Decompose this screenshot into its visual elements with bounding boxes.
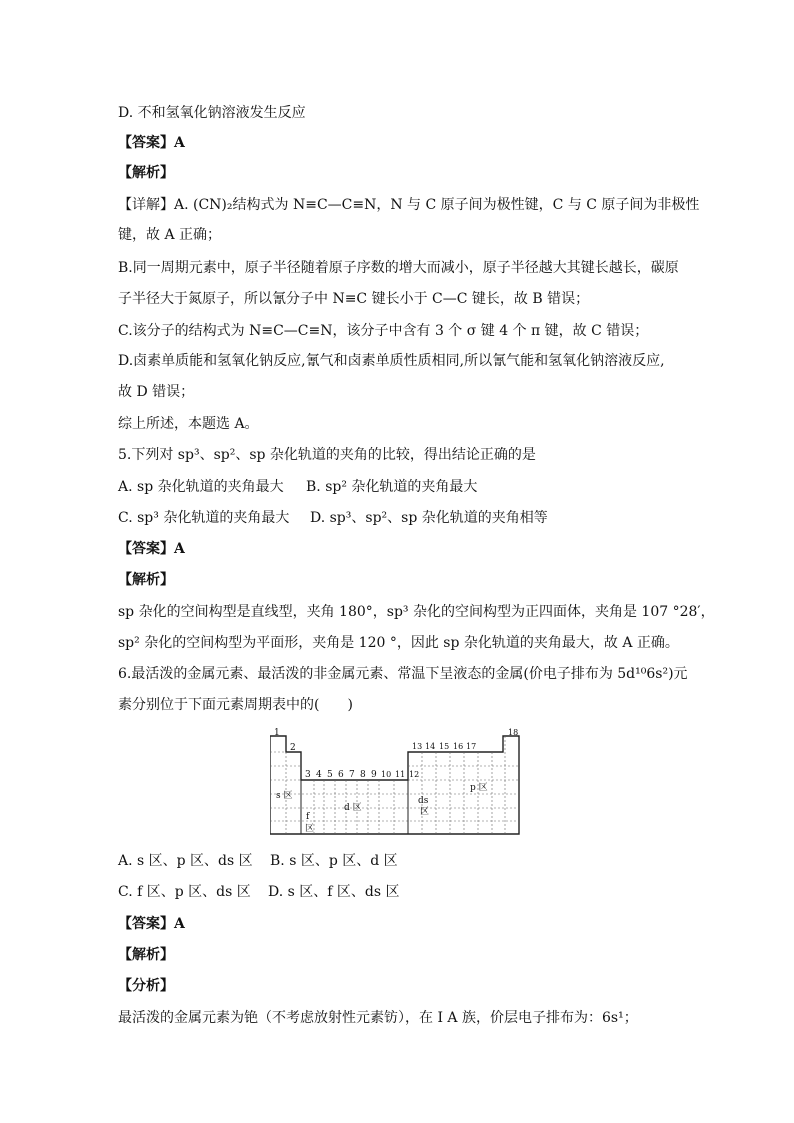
f-block-label-2: 区 bbox=[305, 824, 315, 834]
q5-analysis-heading: 【解析】 bbox=[118, 572, 174, 588]
s-block-label: s 区 bbox=[276, 791, 293, 801]
group-number: 16 bbox=[453, 742, 464, 751]
q6-option-c: C. f 区、p 区、ds 区 bbox=[118, 884, 251, 900]
group-number: 12 bbox=[409, 770, 420, 779]
q6-subanalysis-heading: 【分析】 bbox=[118, 978, 174, 994]
detail-line-5: C.该分子的结构式为 N≡C—C≡N，该分子中含有 3 个 σ 键 4 个 π 键，故 C 错误； bbox=[118, 323, 649, 339]
f-block-label: f bbox=[306, 812, 310, 822]
p-block-label: p 区 bbox=[470, 783, 488, 793]
group-number: 14 bbox=[425, 742, 436, 751]
detail-line-1: 【详解】A. (CN)₂结构式为 N≡C—C≡N，N 与 C 原子间为极性键，C 与 C 原子间为非极性 bbox=[118, 197, 700, 213]
ds-block-label-2: 区 bbox=[420, 807, 430, 817]
q5-option-b: B. sp² 杂化轨道的夹角最大 bbox=[306, 479, 478, 495]
answer-heading: 【答案】A bbox=[118, 135, 185, 151]
question-6-stem-1: 6.最活泼的金属元素、最活泼的非金属元素、常温下呈液态的金属(价电子排布为 5d¹⁰6s²)元 bbox=[118, 666, 688, 682]
analysis-heading: 【解析】 bbox=[118, 165, 174, 181]
summary-line: 综上所述，本题选 A。 bbox=[118, 416, 259, 432]
q6-option-b: B. s 区、p 区、d 区 bbox=[270, 853, 398, 869]
question-5-stem: 5.下列对 sp³、sp²、sp 杂化轨道的夹角的比较，得出结论正确的是 bbox=[118, 447, 536, 463]
q6-option-d: D. s 区、f 区、ds 区 bbox=[268, 884, 400, 900]
group-number: 13 bbox=[412, 742, 423, 751]
q5-analysis-line-2: sp² 杂化的空间构型为平面形，夹角是 120 °，因此 sp 杂化轨道的夹角最大，故 A 正确。 bbox=[118, 635, 679, 651]
detail-line-6: D.卤素单质能和氢氧化钠反应,氰气和卤素单质性质相同,所以氰气能和氢氧化钠溶液反应, bbox=[118, 353, 665, 369]
detail-line-7: 故 D 错误； bbox=[118, 384, 195, 400]
q6-option-a: A. s 区、p 区、ds 区 bbox=[118, 853, 253, 869]
detail-line-4: 子半径大于氮原子，所以氰分子中 N≡C 键长小于 C—C 键长，故 B 错误； bbox=[118, 291, 590, 307]
q6-answer-heading: 【答案】A bbox=[118, 916, 185, 932]
question-6-stem-2: 素分别位于下面元素周期表中的( ) bbox=[118, 697, 353, 713]
periodic-table-diagram bbox=[270, 728, 524, 836]
q5-option-c: C. sp³ 杂化轨道的夹角最大 bbox=[118, 510, 290, 526]
group-number: 3 bbox=[305, 770, 311, 780]
d-block-label: d 区 bbox=[344, 803, 362, 813]
group-number: 11 bbox=[395, 770, 406, 779]
ds-block-label: ds bbox=[418, 796, 429, 806]
q5-option-d: D. sp³、sp²、sp 杂化轨道的夹角相等 bbox=[310, 510, 548, 526]
group-number: 5 bbox=[327, 770, 333, 780]
group-number: 10 bbox=[381, 770, 392, 779]
group-number: 6 bbox=[338, 770, 344, 780]
detail-line-2: 键，故 A 正确； bbox=[118, 227, 222, 243]
q5-analysis-line-1: sp 杂化的空间构型是直线型，夹角 180°，sp³ 杂化的空间构型为正四面体，夹角是 107 °28′， bbox=[118, 604, 715, 620]
q6-analysis-heading: 【解析】 bbox=[118, 947, 174, 963]
group-number: 1 bbox=[274, 728, 280, 738]
group-number: 7 bbox=[349, 770, 355, 780]
group-number: 8 bbox=[360, 770, 366, 780]
group-number: 2 bbox=[290, 743, 296, 753]
group-number: 15 bbox=[439, 742, 450, 751]
option-d-text: D. 不和氢氧化钠溶液发生反应 bbox=[118, 105, 306, 121]
group-number: 9 bbox=[371, 770, 377, 780]
q5-option-a: A. sp 杂化轨道的夹角最大 bbox=[118, 479, 284, 495]
detail-line-3: B.同一周期元素中，原子半径随着原子序数的增大而减小，原子半径越大其键长越长，碳原 bbox=[118, 260, 679, 276]
q6-analysis-line-1: 最活泼的金属元素为铯（不考虑放射性元素钫），在 I A 族，价层电子排布为：6s¹； bbox=[118, 1010, 638, 1026]
group-number: 4 bbox=[316, 770, 322, 780]
q5-answer-heading: 【答案】A bbox=[118, 541, 185, 557]
group-number: 18 bbox=[508, 728, 519, 737]
group-number: 17 bbox=[466, 742, 477, 751]
